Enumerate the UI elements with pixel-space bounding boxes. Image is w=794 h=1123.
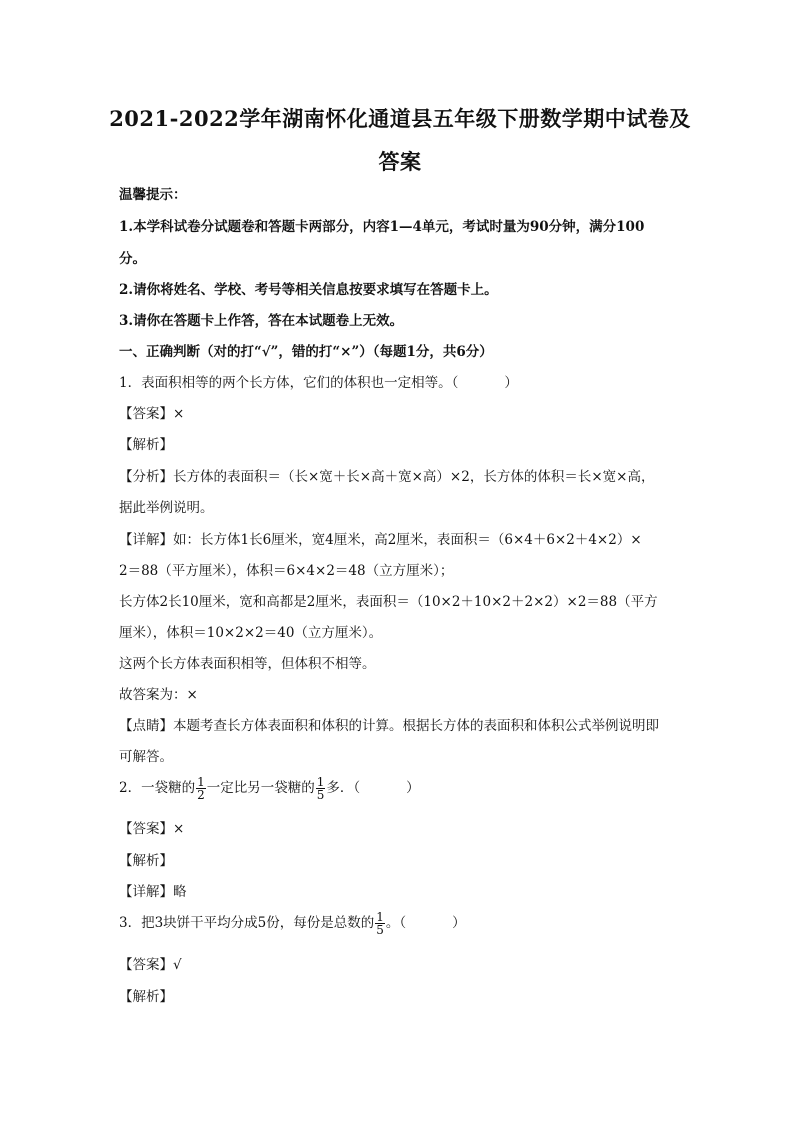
question-2-jiexi: 【解析】 xyxy=(119,853,173,869)
fraction-one-half xyxy=(196,776,206,801)
fraction-denominator: 5 xyxy=(316,788,325,802)
question-1-conclusion: 故答案为：× xyxy=(119,687,198,703)
question-1-xiangjie-b: 2＝88（平方厘米），体积＝6×4×2＝48（立方厘米）； xyxy=(119,563,454,579)
page-title-line2: 答案 xyxy=(378,149,422,174)
question-1-fenxi-b: 据此举例说明。 xyxy=(119,500,214,516)
question-3-stem xyxy=(119,911,466,936)
question-3-paren-close: ） xyxy=(452,915,466,931)
question-2-text-c: 多．（ xyxy=(326,780,361,796)
question-1-paren-close: ） xyxy=(504,375,518,391)
question-2-text-a: 2．一袋糖的 xyxy=(119,780,196,796)
question-1-answer: 【答案】× xyxy=(119,406,185,422)
tip-2: 2.请你将姓名、学校、考号等相关信息按要求填写在答题卡上。 xyxy=(119,282,498,298)
question-1-xiangjie-d: 厘米），体积＝10×2×2＝40（立方厘米）。 xyxy=(119,625,383,641)
question-1-text: 1．表面积相等的两个长方体，它们的体积也一定相等。（ xyxy=(119,375,459,391)
fraction-numerator: 1 xyxy=(197,775,205,789)
question-1-fenxi-a: 【分析】长方体的表面积＝（长×宽＋长×高＋宽×高）×2，长方体的体积＝长×宽×高， xyxy=(119,469,655,485)
question-1-jiexi: 【解析】 xyxy=(119,437,173,453)
section-1-heading: 一、正确判断（对的打“√”，错的打“×”）（每题1分，共6分） xyxy=(119,344,493,360)
question-3-jiexi: 【解析】 xyxy=(119,989,173,1005)
fraction-one-fifth xyxy=(375,911,385,936)
question-1-dianjing-a: 【点睛】本题考查长方体表面积和体积的计算。根据长方体的表面积和体积公式举例说明即 xyxy=(119,718,659,734)
fraction-numerator: 1 xyxy=(316,775,325,789)
question-1-dianjing-b: 可解答。 xyxy=(119,749,173,765)
question-1-stem xyxy=(119,374,518,392)
tip-3: 3.请你在答题卡上作答，答在本试题卷上无效。 xyxy=(119,313,404,329)
question-1-xiangjie-c: 长方体2长10厘米，宽和高都是2厘米，表面积＝（10×2＋10×2＋2×2）×2＝88（平方 xyxy=(119,594,658,610)
fraction-denominator: 5 xyxy=(376,923,384,937)
question-1-xiangjie-a: 【详解】如：长方体1长6厘米，宽4厘米，高2厘米，表面积＝（6×4＋6×2＋4×2）× xyxy=(119,532,642,548)
page-title-line1: 2021-2022学年湖南怀化通道县五年级下册数学期中试卷及 xyxy=(109,106,691,131)
fraction-one-fifth xyxy=(316,776,326,801)
question-2-text-b: 一定比另一袋糖的 xyxy=(206,780,315,796)
tips-heading: 温馨提示： xyxy=(119,187,187,203)
question-3-answer: 【答案】√ xyxy=(119,957,182,973)
question-2-paren-close: ） xyxy=(406,780,420,796)
question-3-text-a: 3．把3块饼干平均分成5份，每份是总数的 xyxy=(119,915,375,931)
question-3-text-b: 。（ xyxy=(385,915,407,931)
question-1-xiangjie-e: 这两个长方体表面积相等，但体积不相等。 xyxy=(119,656,376,672)
fraction-denominator: 2 xyxy=(197,788,205,802)
fraction-numerator: 1 xyxy=(376,910,384,924)
question-2-xiangjie: 【详解】略 xyxy=(119,884,187,900)
question-2-answer: 【答案】× xyxy=(119,821,185,837)
tip-1-line-a: 1.本学科试卷分试题卷和答题卡两部分，内容1—4单元，考试时量为90分钟，满分100 xyxy=(119,219,645,235)
question-2-stem xyxy=(119,776,420,801)
tip-1-line-b: 分。 xyxy=(119,251,146,267)
